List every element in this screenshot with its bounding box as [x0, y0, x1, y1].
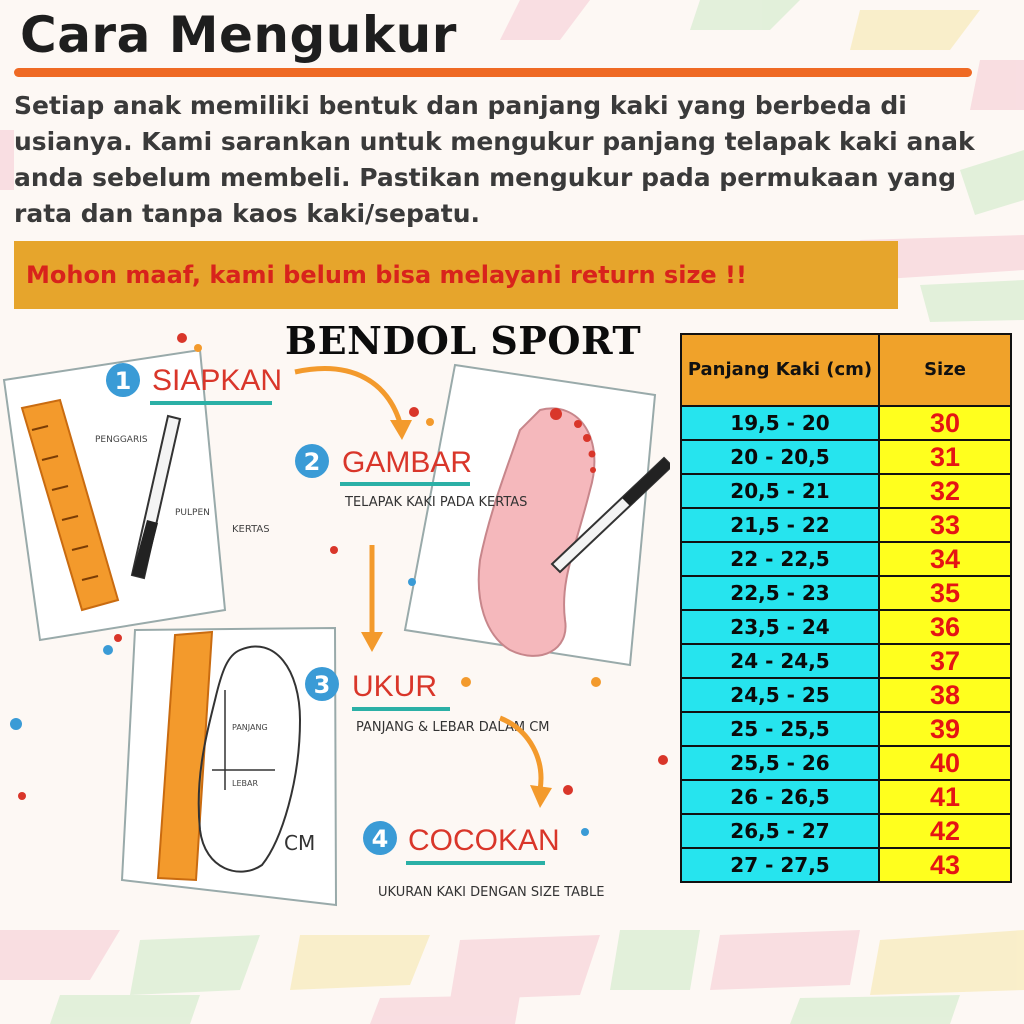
shoe-size-cell: 34: [879, 542, 1011, 576]
shoe-size-cell: 30: [879, 406, 1011, 440]
shoe-size-cell: 36: [879, 610, 1011, 644]
step-3-subtitle: PANJANG & LEBAR DALAM CM: [356, 720, 550, 735]
step-4-subtitle: UKURAN KAKI DENGAN SIZE TABLE: [378, 885, 605, 900]
intro-paragraph: Setiap anak memiliki bentuk dan panjang kaki yang berbeda di usianya. Kami sarankan untuk mengukur panjang telapak kaki anak anda sebelum membeli. Pastikan mengukur pada permukaan yang rata dan tanpa kaos kaki/sepatu.: [14, 91, 975, 228]
shoe-size-cell: 32: [879, 474, 1011, 508]
table-row: [681, 440, 1011, 474]
table-row: [681, 644, 1011, 678]
table-row: [681, 542, 1011, 576]
table-row: [681, 406, 1011, 440]
brand-name: BENDOL SPORT: [285, 318, 642, 363]
foot-length-cell: 20 - 20,5: [681, 440, 879, 474]
measuring-steps-illustration: [0, 320, 670, 920]
table-row: [681, 576, 1011, 610]
page-title: Cara Mengukur: [20, 6, 457, 64]
return-notice-banner: [14, 241, 898, 309]
table-row: [681, 848, 1011, 882]
foot-length-cell: 26 - 26,5: [681, 780, 879, 814]
foot-length-cell: 27 - 27,5: [681, 848, 879, 882]
foot-length-cell: 26,5 - 27: [681, 814, 879, 848]
foot-length-cell: 25,5 - 26: [681, 746, 879, 780]
step-1-title: SIAPKAN: [152, 364, 283, 397]
step-4-number: 4: [371, 825, 389, 853]
size-column-header: Size: [879, 334, 1011, 406]
size-table-header-row: [681, 334, 1011, 406]
step-1-number: 1: [114, 367, 132, 395]
unit-label: CM: [284, 831, 316, 855]
length-label: PANJANG: [232, 723, 268, 732]
table-row: [681, 678, 1011, 712]
shoe-size-cell: 40: [879, 746, 1011, 780]
paper-sheet-icon: [122, 628, 336, 905]
shoe-size-cell: 31: [879, 440, 1011, 474]
step-3-number: 3: [313, 671, 331, 699]
foot-length-cell: 21,5 - 22: [681, 508, 879, 542]
step-2-subtitle: TELAPAK KAKI PADA KERTAS: [345, 495, 528, 510]
foot-length-cell: 24,5 - 25: [681, 678, 879, 712]
foot-length-cell: 19,5 - 20: [681, 406, 879, 440]
shoe-size-cell: 35: [879, 576, 1011, 610]
table-row: [681, 508, 1011, 542]
ruler-label: PENGGARIS: [95, 435, 148, 445]
step-4-title: COCOKAN: [408, 824, 560, 857]
table-row: [681, 746, 1011, 780]
step-2-title: GAMBAR: [342, 446, 473, 479]
paper-label: KERTAS: [232, 524, 270, 535]
table-row: [681, 780, 1011, 814]
foot-length-cell: 25 - 25,5: [681, 712, 879, 746]
pen-label: PULPEN: [175, 508, 210, 518]
step-3-title: UKUR: [352, 670, 438, 703]
shoe-size-cell: 38: [879, 678, 1011, 712]
table-row: [681, 610, 1011, 644]
length-column-header: Panjang Kaki (cm): [681, 334, 879, 406]
size-table: [680, 333, 1012, 883]
foot-length-cell: 24 - 24,5: [681, 644, 879, 678]
return-notice-text: Mohon maaf, kami belum bisa melayani return size !!: [26, 261, 747, 289]
table-row: [681, 712, 1011, 746]
foot-length-cell: 20,5 - 21: [681, 474, 879, 508]
shoe-size-cell: 42: [879, 814, 1011, 848]
arrow-icon: [295, 369, 402, 430]
table-row: [681, 474, 1011, 508]
shoe-size-cell: 39: [879, 712, 1011, 746]
shoe-size-cell: 33: [879, 508, 1011, 542]
table-row: [681, 814, 1011, 848]
foot-length-cell: 22,5 - 23: [681, 576, 879, 610]
foot-length-cell: 23,5 - 24: [681, 610, 879, 644]
width-label: LEBAR: [232, 779, 259, 788]
step-2-number: 2: [303, 448, 321, 476]
shoe-size-cell: 41: [879, 780, 1011, 814]
shoe-size-cell: 43: [879, 848, 1011, 882]
title-underline: [14, 68, 972, 77]
shoe-size-cell: 37: [879, 644, 1011, 678]
foot-length-cell: 22 - 22,5: [681, 542, 879, 576]
